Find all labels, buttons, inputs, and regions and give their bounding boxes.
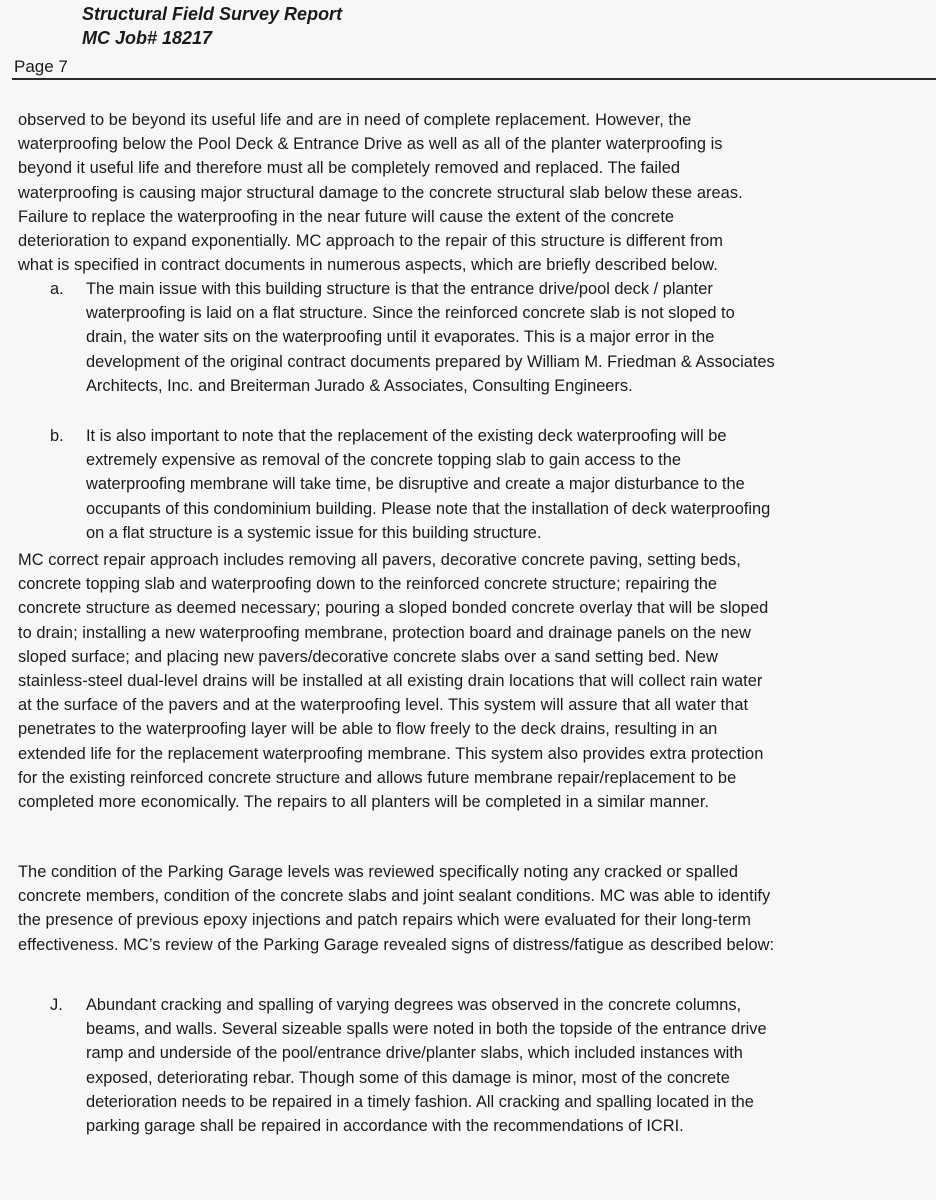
text-line: on a flat structure is a systemic issue for this building structure.	[86, 523, 542, 542]
text-line: concrete structure as deemed necessary; pouring a sloped bonded concrete overlay that will be sloped	[18, 599, 769, 618]
text-line: observed to be beyond its useful life and are in need of complete replacement. However, the	[18, 111, 692, 129]
text-line: to drain; installing a new waterproofing membrane, protection board and drainage panels on the new	[18, 623, 751, 642]
text-line: The condition of the Parking Garage levels was reviewed specifically noting any cracked or spalled	[18, 863, 739, 881]
list-marker-b: b.	[50, 427, 64, 445]
text-line: deterioration needs to be repaired in a timely fashion. All cracking and spalling located in the	[86, 1092, 754, 1111]
text-line: parking garage shall be repaired in accordance with the recommendations of ICRI.	[86, 1117, 684, 1136]
report-title: Structural Field Survey Report	[82, 4, 343, 24]
text-line: waterproofing below the Pool Deck & Entrance Drive as well as all of the planter waterproofing is	[18, 135, 723, 154]
header-divider	[12, 78, 936, 80]
list-item-b	[86, 424, 770, 545]
text-line: stainless-steel dual-level drains will be installed at all existing drain locations that will collect rain water	[18, 672, 763, 691]
paragraph-3	[18, 860, 898, 957]
text-line: extremely expensive as removal of the concrete topping slab to gain access to the	[86, 451, 681, 470]
text-line: beyond it useful life and therefore must all be completely removed and replaced. The failed	[18, 159, 681, 178]
text-line: drain, the water sits on the waterproofing until it evaporates. This is a major error in the	[86, 328, 715, 347]
text-line: Failure to replace the waterproofing in the near future will cause the extent of the concrete	[18, 207, 675, 226]
list-item-a	[86, 277, 775, 398]
text-line: deterioration to expand exponentially. MC approach to the repair of this structure is different from	[18, 232, 724, 251]
text-line: MC correct repair approach includes removing all pavers, decorative concrete paving, setting beds,	[18, 551, 741, 569]
text-line: concrete members, condition of the concrete slabs and joint sealant conditions. MC was able to identify	[18, 887, 771, 906]
text-line: occupants of this condominium building. Please note that the installation of deck waterproofing	[86, 499, 771, 518]
page-number: Page 7	[14, 57, 68, 76]
text-line: sloped surface; and placing new pavers/decorative concrete slabs over a sand setting bed. New	[18, 647, 718, 666]
job-number: MC Job# 18217	[82, 28, 213, 48]
text-line: the presence of previous epoxy injections and patch repairs which were evaluated for their long-term	[18, 911, 751, 930]
text-line: penetrates to the waterproofing layer will be able to flow freely to the deck drains, resulting in an	[18, 720, 718, 739]
text-line: what is specified in contract documents in numerous aspects, which are briefly described below.	[18, 256, 718, 275]
text-line: ramp and underside of the pool/entrance drive/planter slabs, which included instances with	[86, 1044, 743, 1063]
paragraph-1	[18, 108, 898, 277]
text-line: completed more economically. The repairs to all planters will be completed in a similar manner.	[18, 793, 710, 812]
text-line: waterproofing is laid on a flat structure. Since the reinforced concrete slab is not sloped to	[86, 304, 735, 323]
text-line: for the existing reinforced concrete structure and allows future membrane repair/replacement to be	[18, 768, 737, 787]
text-line: The main issue with this building structure is that the entrance drive/pool deck / planter	[86, 280, 713, 298]
paragraph-2	[18, 548, 898, 814]
text-line: concrete topping slab and waterproofing down to the reinforced concrete structure; repairing the	[18, 575, 718, 594]
text-line: effectiveness. MC’s review of the Parking Garage revealed signs of distress/fatigue as described below:	[18, 935, 775, 954]
text-line: It is also important to note that the replacement of the existing deck waterproofing will be	[86, 427, 727, 445]
text-line: beams, and walls. Several sizeable spalls were noted in both the topside of the entrance drive	[86, 1020, 767, 1039]
list-marker-j: J.	[50, 996, 63, 1014]
text-line: exposed, deteriorating rebar. Though some of this damage is minor, most of the concrete	[86, 1068, 730, 1087]
text-line: Architects, Inc. and Breiterman Jurado & Associates, Consulting Engineers.	[86, 376, 633, 395]
text-line: Abundant cracking and spalling of varying degrees was observed in the concrete columns,	[86, 996, 742, 1014]
text-line: waterproofing is causing major structural damage to the concrete structural slab below these areas.	[18, 183, 743, 202]
text-line: at the surface of the pavers and at the waterproofing level. This system will assure that all water that	[18, 696, 749, 715]
text-line: extended life for the replacement waterproofing membrane. This system also provides extra protection	[18, 744, 764, 763]
text-line: development of the original contract documents prepared by William M. Friedman & Associates	[86, 352, 775, 371]
list-marker-a: a.	[50, 280, 64, 298]
list-item-j	[86, 993, 767, 1138]
text-line: waterproofing membrane will take time, be disruptive and create a major disturbance to the	[86, 475, 745, 494]
